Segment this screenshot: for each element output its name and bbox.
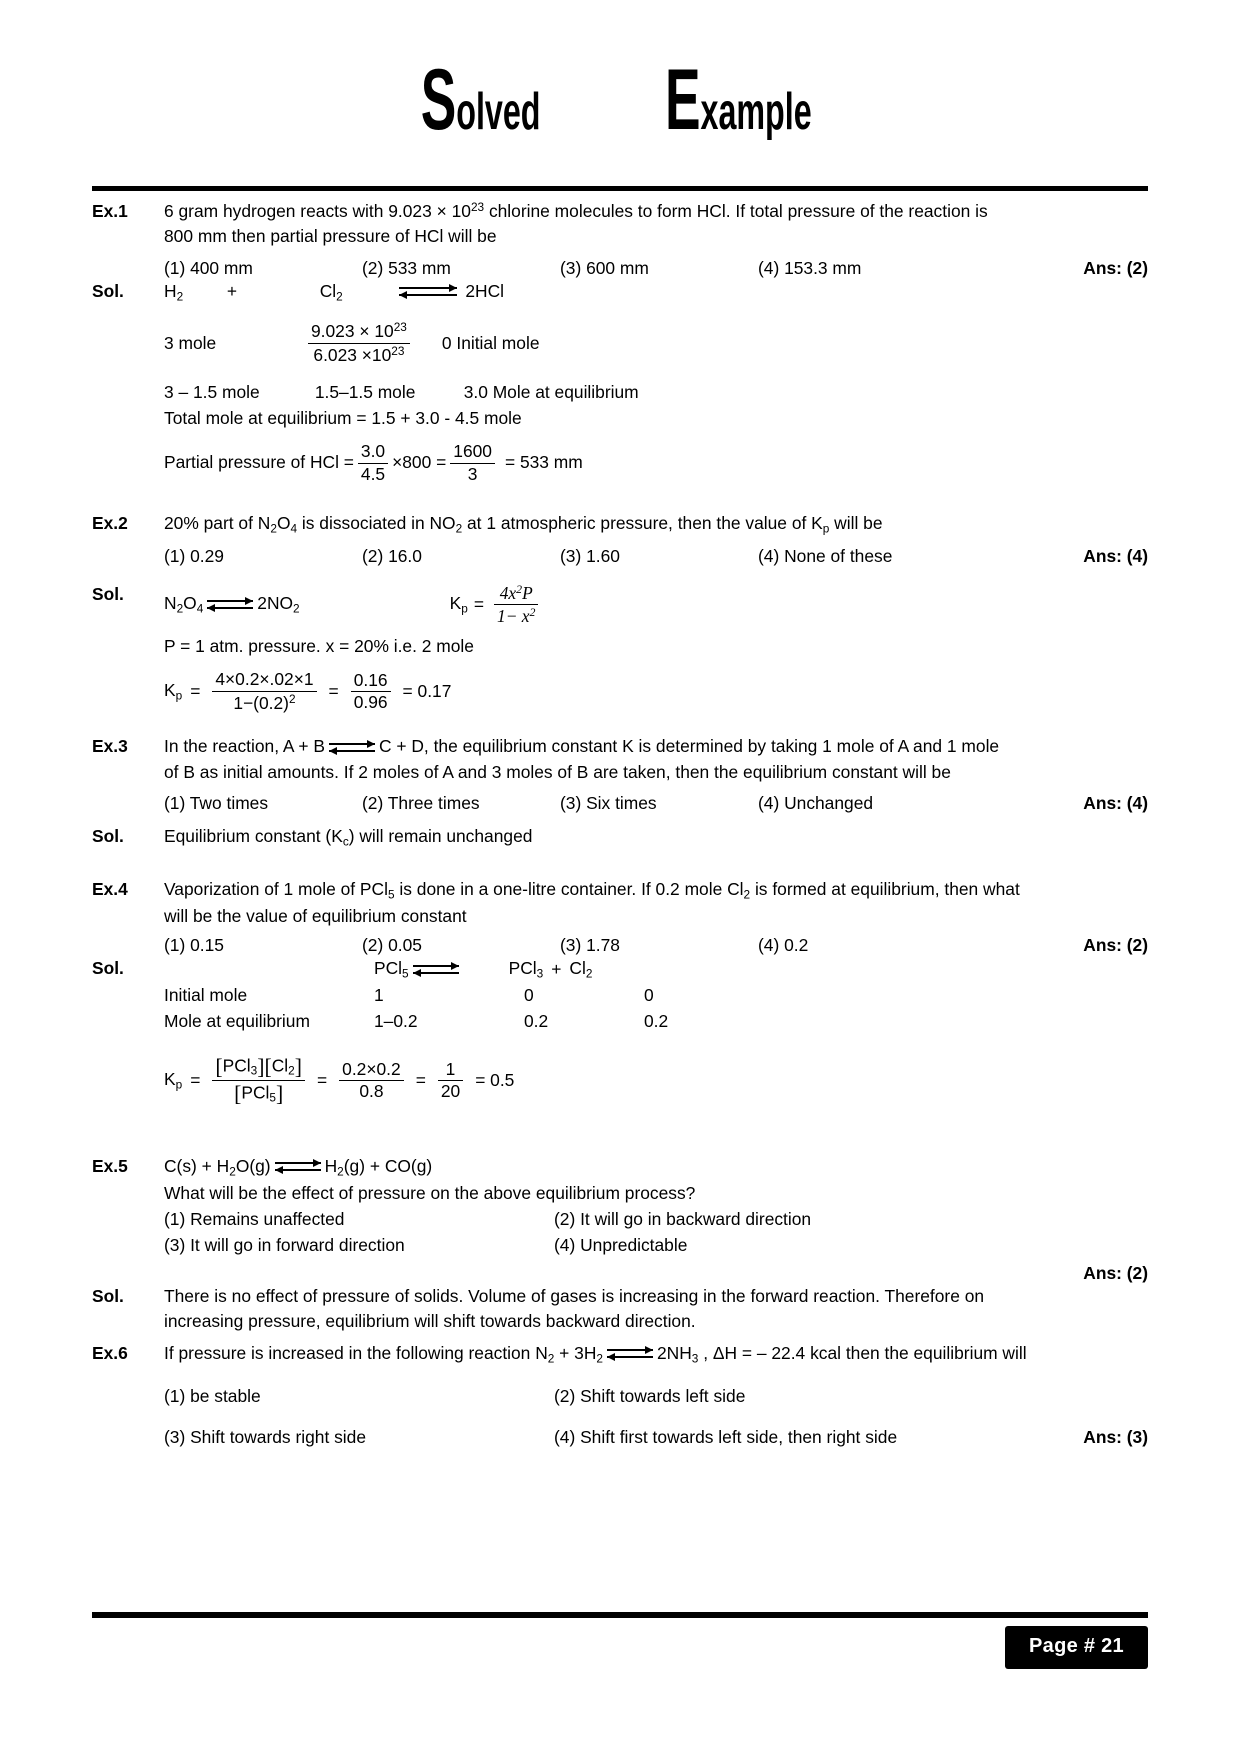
ex2-calc-den2: 0.96	[351, 691, 391, 712]
ex4-den3: 20	[438, 1080, 463, 1101]
ex1-pp-den2: 3	[450, 463, 495, 484]
ex4-product-pcl3: PCl$_3$	[508, 958, 544, 981]
option-ex6-3[interactable]: (3) Shift towards right side	[164, 1427, 367, 1448]
ex4-plus-sign: +	[551, 959, 562, 980]
ex4-reactant-pcl5: PCl$_5$	[374, 958, 409, 981]
ex4-row-initial-v2: 0	[524, 985, 534, 1006]
ex4-eq2: =	[415, 1070, 426, 1091]
ex2-calc-equals: =	[190, 681, 201, 701]
ex2-kp-label: $K_p$	[449, 593, 468, 616]
answer-ex3: Ans: (4)	[1083, 792, 1148, 813]
exercise-item-ex1	[92, 200, 1148, 280]
ex1-avogadro-fraction	[308, 321, 410, 365]
solution-label-ex1: Sol.	[92, 281, 124, 302]
title-word-example	[664, 52, 812, 148]
options-ex6-row2	[164, 1426, 1148, 1449]
option-ex3-4[interactable]: (4) Unchanged	[758, 792, 874, 813]
title-word-solved	[420, 52, 541, 148]
options-ex6-row1	[164, 1385, 1148, 1408]
ex4-table-row-equilibrium	[164, 1010, 1148, 1033]
ex1-partial-pressure-line	[164, 442, 1148, 484]
solution-body-ex3	[164, 825, 1148, 852]
question-text-ex4-line2: will be the value of equilibrium constant	[164, 906, 467, 927]
ex5-solution-line2: increasing pressure, equilibrium will shift towards backward direction.	[164, 1311, 696, 1332]
ex1-pp-result: = 533 mm	[504, 452, 583, 473]
title-rest-xample: xample	[700, 83, 812, 141]
ex1-plus-sign: +	[226, 281, 237, 302]
ex4-row-label-equilibrium: Mole at equilibrium	[164, 1010, 310, 1031]
title-dropcap-s: S	[420, 52, 456, 148]
option-ex2-1[interactable]: (1) 0.29	[164, 546, 224, 567]
exercise-body-ex6	[164, 1342, 1148, 1450]
equilibrium-arrow-icon	[413, 963, 459, 977]
option-ex1-4[interactable]: (4) 153.3 mm	[758, 257, 862, 278]
ex1-fraction-denominator: $6.023 \times 10^{23}$	[308, 343, 410, 366]
option-ex6-1[interactable]: (1) be stable	[164, 1385, 261, 1406]
option-ex1-3[interactable]: (3) 600 mm	[560, 257, 649, 278]
answer-ex1: Ans: (2)	[1083, 257, 1148, 278]
option-ex6-4[interactable]: (4) Shift first towards left side, then right side	[554, 1427, 898, 1448]
ex2-kp-equals: =	[473, 594, 484, 615]
title-rest-olved: olved	[455, 83, 541, 141]
option-ex4-2[interactable]: (2) 0.05	[362, 934, 422, 955]
options-ex1	[164, 257, 1148, 280]
solution-item-ex4	[92, 957, 1148, 1109]
ex4-kp-fraction	[212, 1055, 305, 1107]
ex4-fraction-2	[339, 1060, 404, 1102]
ex4-den2: 0.8	[339, 1080, 404, 1101]
solution-label-ex2: Sol.	[92, 583, 124, 604]
ex1-eq-col2: 1.5–1.5 mole	[314, 382, 416, 403]
ex4-row-eq-v2: 0.2	[524, 1010, 549, 1031]
ex4-row-label-initial: Initial mole	[164, 985, 248, 1006]
option-ex2-3[interactable]: (3) 1.60	[560, 546, 620, 567]
ex4-kp-denominator: [PCl$_5$]	[212, 1080, 305, 1106]
option-ex4-4[interactable]: (4) 0.2	[758, 934, 809, 955]
solution-label-ex5: Sol.	[92, 1286, 124, 1306]
ex1-product-hcl: 2HCl	[465, 281, 505, 302]
equilibrium-arrow-icon	[275, 1160, 321, 1174]
ex2-reactant-n2o4: $N_2O_4$	[164, 593, 204, 616]
exercise-body-ex3	[164, 735, 1148, 815]
ex2-kp-fraction	[494, 583, 538, 627]
ex4-kp-equals: =	[190, 1070, 201, 1091]
exercise-label-ex4: Ex.4	[92, 879, 128, 900]
ex2-product-no2: $2NO_2$	[257, 593, 300, 616]
solution-item-ex2	[92, 583, 1148, 716]
ex4-kp-numerator: $[PCl_3][Cl_2]$	[215, 1054, 303, 1079]
ex1-moles-left: 3 mole	[164, 332, 217, 353]
option-ex1-1[interactable]: (1) 400 mm	[164, 257, 253, 278]
ex2-kp-calculation	[164, 670, 1148, 713]
ex1-initial-mole-row	[164, 321, 1148, 365]
ex1-eq-col3: 3.0 Mole at equilibrium	[463, 382, 639, 403]
option-ex3-3[interactable]: (3) Six times	[560, 792, 657, 813]
exercise-label-ex3: Ex.3	[92, 736, 128, 757]
ex1-pp-mid: ×800 =	[392, 452, 447, 473]
question-text-ex3-line2: of B as initial amounts. If 2 moles of A and 3 moles of B are taken, then the equilibrium constant will be	[164, 761, 951, 782]
ex2-calc-num1: 4×0.2×.02×1	[215, 669, 314, 690]
ex5-reaction-equation: $C(s) + H_2O(g)$ $H_2(g) + CO(g)$	[164, 1155, 433, 1178]
answer-ex5: Ans: (2)	[1083, 1262, 1148, 1283]
option-ex5-3[interactable]: (3) It will go in forward direction	[164, 1235, 405, 1256]
exercise-item-ex5	[92, 1155, 1148, 1285]
ex4-kp-calculation	[164, 1055, 1148, 1107]
exercise-label-ex6: Ex.6	[92, 1342, 128, 1363]
option-ex4-3[interactable]: (3) 1.78	[560, 934, 620, 955]
ex1-reaction-equation	[164, 280, 1148, 305]
ex4-num3: 1	[445, 1058, 456, 1079]
equilibrium-arrow-icon	[399, 285, 457, 299]
exercise-list	[92, 200, 1148, 1449]
ex1-moles-right: 0 Initial mole	[441, 332, 540, 353]
ex3-solution-text: Equilibrium constant $(K_c)$ will remain unchanged	[164, 826, 533, 849]
ex4-result: = 0.5	[475, 1070, 515, 1091]
ex1-pp-label: Partial pressure of HCl =	[164, 452, 354, 473]
solution-item-ex3	[92, 825, 1148, 852]
solution-body-ex2	[164, 583, 1148, 716]
solution-body-ex1	[164, 280, 1148, 486]
page-title	[0, 0, 1240, 148]
ex2-calc-fraction-2	[351, 671, 391, 713]
ex4-fraction-3	[438, 1060, 463, 1102]
question-text-ex1-line2: 800 mm then partial pressure of HCl will be	[164, 226, 497, 247]
exercise-item-ex4	[92, 878, 1148, 957]
solution-item-ex1	[92, 280, 1148, 486]
ex4-reaction-equation	[164, 957, 1148, 982]
ex2-calc-den1: $1-(0.2)^2$	[212, 691, 316, 714]
ex4-row-initial-v1: 1	[374, 985, 384, 1006]
option-ex5-4[interactable]: (4) Unpredictable	[554, 1235, 688, 1256]
ex1-total-mole-line: Total mole at equilibrium = 1.5 + 3.0 - 4.5 mole	[164, 407, 522, 428]
ex1-equilibrium-row	[164, 381, 1148, 404]
ex1-q-part2: chlorine molecules to form HCl. If total pressure of the reaction is	[484, 201, 988, 222]
options-ex2	[164, 545, 1148, 568]
ex1-q-part1: 6 gram hydrogen reacts with 9.023 × 10	[164, 201, 471, 222]
ex1-fraction-numerator: $9.023 \times 10^{23}$	[311, 320, 407, 342]
option-ex4-1[interactable]: (1) 0.15	[164, 934, 224, 955]
ex4-product-cl2: $Cl_2$	[569, 958, 593, 981]
solution-item-ex5	[92, 1285, 1148, 1336]
ex1-reactant-h2: $H_2$	[164, 281, 184, 304]
option-ex6-2[interactable]: (2) Shift towards left side	[554, 1385, 746, 1406]
solution-body-ex5	[164, 1285, 1148, 1336]
options-ex3	[164, 792, 1148, 815]
ex4-row-eq-v3: 0.2	[644, 1010, 669, 1031]
option-ex2-2[interactable]: (2) 16.0	[362, 546, 422, 567]
options-ex5-row2	[164, 1234, 1148, 1257]
equilibrium-arrow-icon	[207, 598, 253, 612]
title-dropcap-e: E	[664, 52, 701, 148]
exercise-item-ex3	[92, 735, 1148, 815]
answer-ex4: Ans: (2)	[1083, 934, 1148, 955]
ex4-eq1: =	[317, 1070, 328, 1091]
option-ex5-1[interactable]: (1) Remains unaffected	[164, 1209, 345, 1230]
exercise-label-ex1: Ex.1	[92, 201, 128, 221]
answer-ex2: Ans: (4)	[1083, 546, 1148, 567]
ex2-kp-den: $1- x^2$	[494, 604, 538, 627]
ex4-kp-label: $K_p$	[164, 1069, 183, 1092]
ex2-calc-fraction-1	[212, 670, 316, 713]
exercise-body-ex1	[164, 200, 1148, 280]
ex2-calc-eq1: =	[328, 681, 339, 701]
page-number-badge: Page # 21	[1005, 1626, 1148, 1669]
option-ex5-2[interactable]: (2) It will go in backward direction	[554, 1209, 812, 1230]
ex1-pp-fraction-2	[450, 442, 495, 484]
solution-label-ex3: Sol.	[92, 826, 124, 847]
solution-body-ex4	[164, 957, 1148, 1109]
equilibrium-arrow-icon	[607, 1347, 653, 1361]
exercise-item-ex2	[92, 512, 1148, 568]
answer-ex6: Ans: (3)	[1083, 1427, 1148, 1448]
question-text-ex4: Vaporization of 1 mole of PCl$_5$ is done in a one-litre container. If 0.2 mole $Cl_2$ is formed at equilibrium, then what	[164, 879, 1020, 902]
ex4-num2: 0.2×0.2	[342, 1058, 401, 1079]
exercise-body-ex2	[164, 512, 1148, 568]
ex4-row-eq-v1: 1–0.2	[374, 1010, 418, 1031]
ex2-calc-result: = 0.17	[402, 681, 452, 701]
header-divider	[92, 186, 1148, 191]
ex1-pp-den1: 4.5	[358, 463, 388, 484]
ex2-calc-num2: 0.16	[353, 669, 388, 690]
ex5-solution-line1: There is no effect of pressure of solids. Volume of gases is increasing in the forward reaction. Therefore on	[164, 1286, 985, 1306]
solution-label-ex4: Sol.	[92, 958, 124, 979]
exercise-body-ex5	[164, 1155, 1148, 1285]
question-text-ex3: In the reaction, A + B C + D, the equilibrium constant K is determined by taking 1 mole of A and 1 mole	[164, 736, 1000, 757]
ex2-reaction-and-formula	[164, 583, 1148, 627]
options-ex5-row1	[164, 1208, 1148, 1231]
question-text-ex6: If pressure is increased in the following reaction $N_2 + 3H_2$ $2NH_3$ , ΔH = – 22.4 kcal then the equilibrium will	[164, 1342, 1027, 1365]
option-ex2-4[interactable]: (4) None of these	[758, 546, 893, 567]
option-ex3-2[interactable]: (2) Three times	[362, 792, 480, 813]
ex2-calc-kp-label: $K_p$	[164, 680, 183, 703]
ex1-pp-fraction-1	[358, 442, 388, 484]
question-text-ex1	[164, 200, 1148, 223]
question-text-ex5: What will be the effect of pressure on the above equilibrium process?	[164, 1182, 696, 1203]
ex2-condition-line: P = 1 atm. pressure. x = 20% i.e. 2 mole	[164, 635, 474, 656]
ex1-pp-num1: 3.0	[360, 441, 386, 462]
ex4-row-initial-v3: 0	[644, 985, 654, 1006]
option-ex3-1[interactable]: (1) Two times	[164, 792, 269, 813]
exercise-label-ex5: Ex.5	[92, 1155, 128, 1176]
ex1-eq-col1: 3 – 1.5 mole	[164, 382, 260, 403]
exercise-item-ex6	[92, 1342, 1148, 1450]
equilibrium-arrow-icon	[329, 741, 375, 755]
ex1-pp-num2: 1600	[453, 441, 492, 462]
question-text-ex2: 20% part of $N_2O_4$ is dissociated in $NO_2$ at 1 atmospheric pressure, then the value of $K_p$ will be	[164, 513, 883, 536]
footer-divider	[92, 1612, 1148, 1618]
ex1-q-exponent: 23	[470, 200, 485, 214]
option-ex1-2[interactable]: (2) 533 mm	[362, 257, 451, 278]
exercise-body-ex4	[164, 878, 1148, 957]
ex1-reactant-cl2: $Cl_2$	[319, 281, 343, 304]
options-ex4	[164, 934, 1148, 957]
ex4-table-row-initial	[164, 984, 1148, 1007]
exercise-label-ex2: Ex.2	[92, 513, 128, 534]
ex2-kp-num: $4x^2P$	[499, 581, 533, 603]
ex2-kp-formula	[450, 583, 543, 627]
